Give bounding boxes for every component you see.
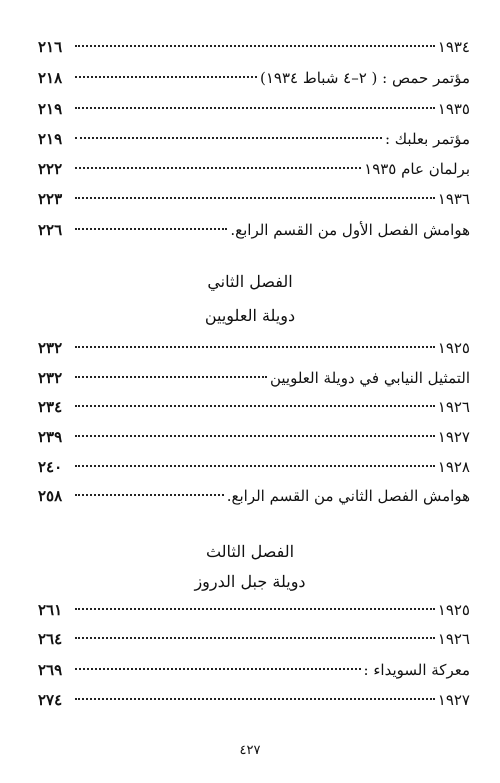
toc-entry-title: ١٩٢٦ [437,630,470,648]
toc-entry-title: هوامش الفصل الأول من القسم الرابع. [230,221,470,239]
toc-entry-title: مؤتمر حمص : ( ٢–٤ شباط ١٩٣٤) [259,69,470,87]
toc-entry-title: ١٩٢٨ [437,458,470,476]
toc-entry-title: ١٩٢٥ [437,601,470,619]
dot-leader [75,698,435,700]
toc-entry-page: ٢١٩ [38,130,63,148]
dot-leader [75,346,435,348]
toc-entry-title: معركة السويداء : [363,661,470,679]
toc-entry-title: ١٩٣٥ [437,100,470,118]
chapter-heading: الفصل الثالث [205,542,295,561]
toc-entry-title: برلمان عام ١٩٣٥ [364,160,470,178]
chapter-subtitle: دويلة العلويين [204,306,296,325]
toc-entry [38,393,470,421]
dot-leader [75,197,435,199]
dot-leader [75,137,382,139]
toc-entry [38,364,470,392]
toc-entry [38,423,470,451]
dot-leader [75,435,435,437]
toc-entry-title: ١٩٢٧ [437,691,470,709]
toc-entry-title: التمثيل النيابي في دويلة العلويين [269,369,470,387]
toc-entry-page: ٢١٦ [38,38,63,56]
toc-entry-title: ١٩٣٦ [437,190,470,208]
chapter-heading: الفصل الثاني [207,272,293,291]
dot-leader [75,376,267,378]
toc-entry [38,155,470,183]
toc-entry [38,453,470,481]
dot-leader [75,228,227,230]
chapter-subtitle: دويلة جبل الدروز [194,572,306,591]
toc-entry [38,125,470,153]
toc-entry-page: ٢٤٠ [38,458,63,476]
toc-entry-page: ٢٧٤ [38,691,63,709]
toc-entry-title: ١٩٢٥ [437,339,470,357]
toc-entry-title: مؤتمر بعلبك : [384,130,470,148]
toc-entry-page: ٢٣٤ [38,398,63,416]
dot-leader [75,405,435,407]
toc-entry [38,596,470,624]
toc-entry-page: ٢٥٨ [38,487,63,505]
toc-entry [38,656,470,684]
dot-leader [75,494,224,496]
toc-entry [38,95,470,123]
toc-entry-page: ٢٢٦ [38,221,63,239]
toc-entry [38,185,470,213]
toc-entry [38,625,470,653]
toc-entry [38,334,470,362]
dot-leader [75,107,435,109]
toc-entry [38,64,470,92]
toc-entry [38,482,470,510]
dot-leader [75,608,435,610]
toc-entry-page: ٢١٩ [38,100,63,118]
toc-entry-page: ٢١٨ [38,69,63,87]
toc-entry-page: ٢٦١ [38,601,63,619]
toc-entry [38,216,470,244]
toc-entry-page: ٢٣٩ [38,428,63,446]
toc-entry-page: ٢٢٣ [38,190,63,208]
dot-leader [75,465,435,467]
toc-entry-page: ٢٦٩ [38,661,63,679]
toc-entry-title: ١٩٢٦ [437,398,470,416]
dot-leader [75,45,435,47]
toc-entry-page: ٢٦٤ [38,630,63,648]
toc-entry-page: ٢٣٢ [38,369,63,387]
toc-entry [38,686,470,714]
toc-entry-title: ١٩٣٤ [437,38,470,56]
toc-entry-title: ١٩٢٧ [437,428,470,446]
dot-leader [75,76,257,78]
toc-entry [38,33,470,61]
toc-entry-page: ٢٣٢ [38,339,63,357]
dot-leader [75,637,435,639]
dot-leader [75,668,361,670]
dot-leader [75,167,361,169]
toc-entry-page: ٢٢٢ [38,160,63,178]
toc-entry-title: هوامش الفصل الثاني من القسم الرابع. [226,487,470,505]
page-number: ٤٢٧ [239,743,261,758]
